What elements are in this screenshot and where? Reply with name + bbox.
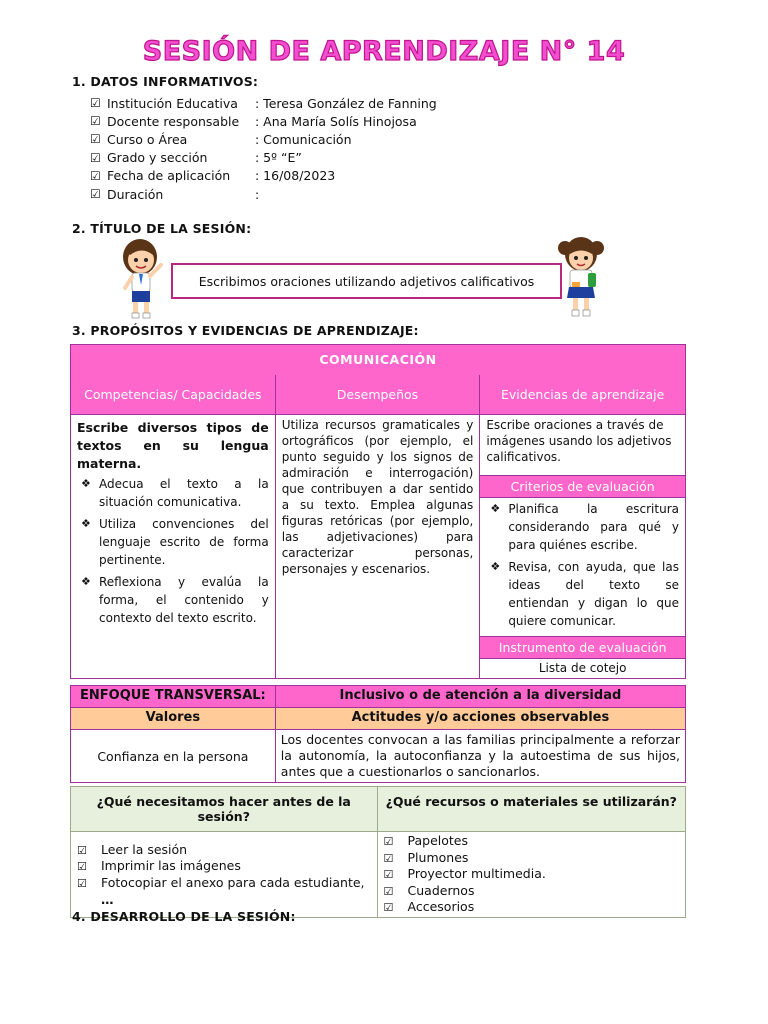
list-item	[77, 573, 269, 627]
list-item: ☑ Fotocopiar el anexo para cada estudiante,	[73, 875, 375, 892]
enfoque-table	[70, 685, 686, 783]
list-item	[73, 842, 375, 859]
resource-text: Plumones	[407, 849, 469, 865]
list-item	[380, 866, 683, 883]
list-item	[380, 899, 683, 916]
criterios-list	[486, 500, 679, 630]
girl-illustration	[558, 232, 604, 322]
capacidad-text: Utiliza convenciones del lenguaje escrito de forma pertinente.	[99, 517, 269, 567]
resource-text: Papelotes	[407, 833, 469, 848]
checkbox-icon: ☑	[77, 876, 87, 890]
col-header-competencias: Competencias/ Capacidades	[71, 375, 276, 415]
enfoque-label: ENFOQUE TRANSVERSAL:	[71, 686, 276, 708]
desempeno-cell	[275, 415, 480, 679]
info-value: : 5º “E”	[255, 150, 302, 166]
page-title: SESIÓN DE APRENDIZAJE N° 14	[142, 36, 626, 67]
diamond-bullet-icon: ❖	[81, 477, 91, 490]
resource-text: Proyector multimedia.	[407, 866, 546, 882]
competencias-cell	[71, 415, 276, 679]
task-text: Leer la sesión	[101, 841, 188, 857]
capacidades-list	[77, 475, 269, 627]
info-value: :	[255, 186, 260, 202]
checkbox-icon: ☑	[383, 868, 394, 882]
actitudes-header: Actitudes y/o acciones observables	[275, 708, 685, 730]
criterio-text: Planifica la escritura considerando para qué y para quiénes escribe.	[508, 502, 679, 552]
section-3-heading: 3. PROPÓSITOS Y EVIDENCIAS DE APRENDIZAJE:	[72, 323, 419, 338]
criterio-text: Revisa, con ayuda, que las ideas del texto se entiendan y digan lo que quiere comunicar.	[508, 560, 679, 628]
checkbox-icon: ☑	[77, 843, 87, 857]
list-item	[73, 892, 375, 908]
before-session-cell	[71, 832, 378, 918]
diamond-bullet-icon: ❖	[490, 560, 501, 573]
session-title: Escribimos oraciones utilizando adjetivos calificativos	[198, 273, 535, 289]
checkbox-icon: ☑	[383, 884, 394, 898]
enfoque-value: Inclusivo o de atención a la diversidad	[275, 686, 685, 708]
area-header: COMUNICACIÓN	[71, 345, 686, 375]
diamond-bullet-icon: ❖	[490, 502, 501, 515]
resources-list	[380, 833, 683, 916]
section-4-heading: 4. DESARROLLO DE LA SESIÓN:	[72, 909, 296, 924]
checkbox-icon: ☑	[90, 187, 101, 202]
diamond-bullet-icon: ❖	[81, 517, 91, 530]
list-item	[380, 833, 683, 850]
list-item	[380, 883, 683, 900]
info-label: Institución Educativa	[107, 95, 238, 111]
checkbox-icon: ☑	[90, 168, 101, 183]
instrumento-value: Lista de cotejo	[480, 659, 686, 679]
task-text: Imprimir las imágenes	[101, 858, 241, 874]
purposes-table	[70, 344, 686, 679]
evidencia-text: Escribe oraciones a través de imágenes usando los adjetivos calificativos.	[486, 418, 672, 464]
actitud-cell: Los docentes convocan a las familias principalmente a reforzar la autonomía, la autoconfianza y la autoestima de sus hijos, antes que a cuestionarlos o sancionarlos.	[275, 730, 685, 783]
checkbox-icon: ☑	[77, 860, 87, 874]
col-header-evidencias: Evidencias de aprendizaje	[480, 375, 686, 415]
boy-illustration	[118, 235, 166, 323]
list-item	[380, 850, 683, 867]
info-value: : Ana María Solís Hinojosa	[255, 113, 417, 129]
checkbox-icon: ☑	[90, 96, 101, 111]
task-text: …	[101, 891, 114, 907]
info-value: : Teresa González de Fanning	[255, 95, 437, 111]
list-item	[77, 475, 269, 511]
info-row	[90, 167, 437, 185]
info-row	[90, 185, 437, 203]
list-item	[77, 515, 269, 569]
instrumento-header: Instrumento de evaluación	[480, 637, 686, 659]
info-label: Fecha de aplicación	[107, 168, 231, 184]
checkbox-icon: ☑	[90, 114, 101, 129]
info-row	[90, 149, 437, 167]
checkbox-icon: ☑	[383, 835, 394, 848]
datos-informativos	[90, 94, 437, 203]
before-session-header: ¿Qué necesitamos hacer antes de la sesión?	[71, 787, 378, 832]
criterios-header: Criterios de evaluación	[480, 476, 686, 498]
evidencia-cell	[480, 415, 686, 476]
info-row	[90, 112, 437, 130]
list-item	[486, 558, 679, 630]
desempeno-text: Utiliza recursos gramaticales y ortográficos (por ejemplo, el punto seguido y los signos de admiración e interrogación) que contribuyen a dar sentido a su texto. Emplea algunas figuras retóricas (por ejemplo, las adjetivaciones) para caracterizar personas, personajes y escenarios.	[281, 418, 474, 576]
resources-header: ¿Qué recursos o materiales se utilizarán?	[377, 787, 685, 832]
before-session-list	[73, 842, 375, 907]
resources-cell	[377, 832, 685, 918]
info-row	[90, 130, 437, 148]
list-item	[73, 858, 375, 875]
info-label: Docente responsable	[107, 113, 240, 129]
info-row	[90, 94, 437, 112]
info-value: : 16/08/2023	[255, 168, 336, 184]
resource-text: Cuadernos	[407, 882, 475, 898]
task-text: Fotocopiar el anexo para cada estudiante	[101, 874, 361, 890]
valores-header: Valores	[71, 708, 276, 730]
resource-text: Accesorios	[407, 899, 475, 915]
section-1-heading: 1. DATOS INFORMATIVOS:	[72, 74, 259, 89]
diamond-bullet-icon: ❖	[81, 575, 91, 588]
info-label: Duración	[107, 186, 164, 202]
competencia-text: Escribe diversos tipos de textos en su lengua materna.	[77, 420, 269, 471]
info-label: Grado y sección	[107, 150, 208, 166]
session-title-box	[171, 263, 562, 299]
checkbox-icon: ☑	[383, 901, 394, 915]
criterios-cell	[480, 498, 686, 637]
checkbox-icon: ☑	[383, 851, 394, 865]
info-value: : Comunicación	[255, 131, 352, 147]
valor-cell: Confianza en la persona	[71, 730, 276, 783]
section-2-heading: 2. TÍTULO DE LA SESIÓN:	[72, 221, 252, 236]
preparation-table	[70, 786, 686, 918]
checkbox-icon: ☑	[90, 132, 101, 147]
col-header-desempenos: Desempeños	[275, 375, 480, 415]
checkbox-icon: ☑	[90, 150, 101, 165]
list-item	[486, 500, 679, 554]
info-label: Curso o Área	[107, 131, 188, 147]
capacidad-text: Adecua el texto a la situación comunicativa.	[99, 477, 269, 509]
capacidad-text: Reflexiona y evalúa la forma, el contenido y contexto del texto escrito.	[99, 575, 269, 625]
